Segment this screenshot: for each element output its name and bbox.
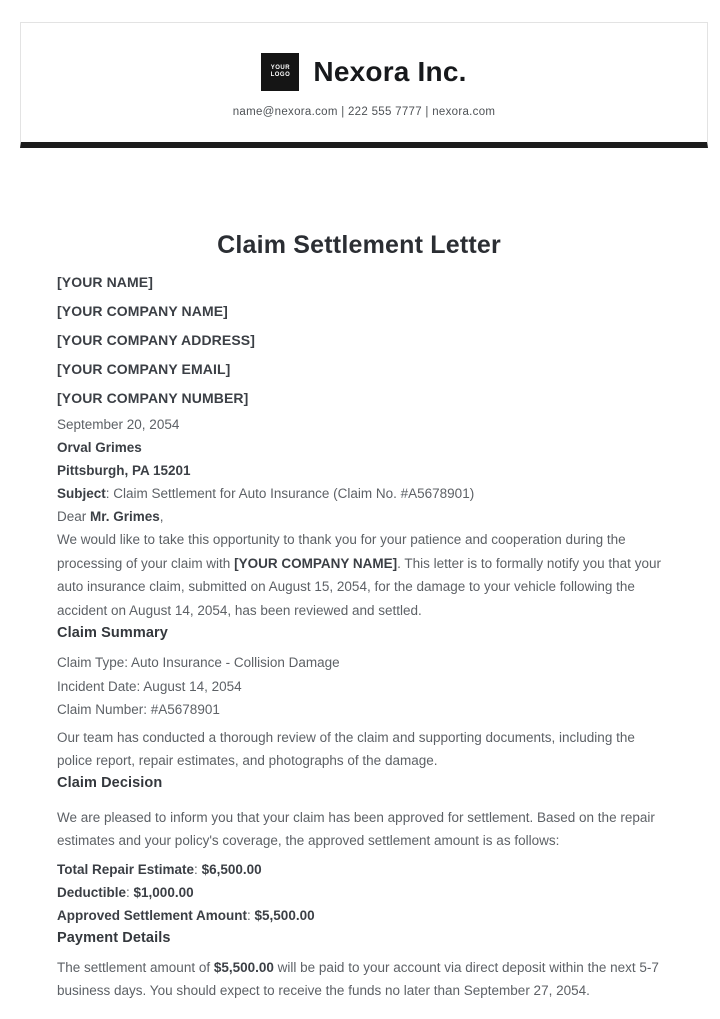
- deductible-line: [57, 881, 661, 904]
- total-repair-estimate-line: [57, 858, 661, 881]
- placeholder-company-number: [YOUR COMPANY NUMBER]: [57, 390, 249, 406]
- letterhead-card: [20, 22, 708, 148]
- separator: :: [194, 861, 202, 877]
- intro-text-2: . This letter is to formally notify you that your auto insurance claim, submitted on August 15, 2054, for the damage to your vehicle following the accident on August 14, 2054, has been reviewed and settled.: [57, 555, 661, 618]
- approved-settlement-line: [57, 904, 661, 927]
- subject-label: Subject: [57, 486, 106, 501]
- sender-placeholders: [57, 272, 661, 409]
- payment-details-heading: Payment Details: [57, 929, 171, 946]
- recipient-name: Orval Grimes: [57, 440, 142, 455]
- claim-decision-heading: Claim Decision: [57, 774, 163, 791]
- review-paragraph: Our team has conducted a thorough review of the claim and supporting documents, including the police report, repair estimates, and photographs of the damage.: [57, 729, 635, 768]
- letter-date: September 20, 2054: [57, 417, 180, 432]
- salutation-suffix: ,: [159, 509, 164, 524]
- separator: :: [126, 884, 134, 900]
- contact-line: name@nexora.com | 222 555 7777 | nexora.com: [232, 106, 496, 118]
- intro-company-placeholder: [YOUR COMPANY NAME]: [234, 555, 398, 571]
- document-title: Claim Settlement Letter: [217, 231, 501, 259]
- payment-text-2: will be paid to your account via direct deposit within the next 5-7 business days. You should expect to receive the funds no later than September 27, 2054.: [57, 959, 659, 998]
- separator: :: [247, 907, 255, 923]
- decision-paragraph: We are pleased to inform you that your claim has been approved for settlement. Based on the repair estimates and your policy's coverage, the approved settlement amount is as follows:: [57, 809, 655, 848]
- salutation-name: Mr. Grimes: [90, 509, 160, 524]
- total-repair-estimate-value: $6,500.00: [201, 861, 262, 877]
- brand-row: [41, 53, 687, 91]
- deductible-value: $1,000.00: [133, 884, 194, 900]
- incident-date-line: Incident Date: August 14, 2054: [57, 678, 242, 694]
- approved-settlement-value: $5,500.00: [254, 907, 315, 923]
- claim-number-line: Claim Number: #A5678901: [57, 702, 220, 717]
- placeholder-your-name: [YOUR NAME]: [57, 274, 153, 290]
- placeholder-company-email: [YOUR COMPANY EMAIL]: [57, 361, 231, 377]
- intro-paragraph: [57, 528, 661, 622]
- subject-text: : Claim Settlement for Auto Insurance (Claim No. #A5678901): [105, 486, 475, 501]
- salutation-prefix: Dear: [57, 509, 91, 524]
- logo-placeholder-text: YOUR LOGO: [270, 65, 291, 78]
- intro-text-1: We would like to take this opportunity to thank you for your patience and cooperation during the processing of your claim with: [57, 532, 626, 571]
- deductible-label: Deductible: [57, 884, 127, 900]
- recipient-city: Pittsburgh, PA 15201: [57, 463, 191, 478]
- subject-line: [57, 482, 661, 505]
- payment-amount: $5,500.00: [213, 959, 274, 975]
- letter-content: [0, 231, 720, 1003]
- payment-text-1: The settlement amount of: [57, 959, 214, 975]
- company-name: Nexora Inc.: [313, 56, 467, 87]
- salutation-line: [57, 505, 661, 528]
- company-logo: [261, 53, 299, 91]
- approved-settlement-label: Approved Settlement Amount: [57, 907, 248, 923]
- claim-summary-heading: Claim Summary: [57, 625, 168, 641]
- total-repair-estimate-label: Total Repair Estimate: [57, 861, 195, 877]
- payment-paragraph: [57, 956, 661, 1003]
- settlement-amounts: [57, 858, 661, 927]
- placeholder-company-name: [YOUR COMPANY NAME]: [57, 303, 228, 319]
- claim-type-line: Claim Type: Auto Insurance - Collision Damage: [57, 655, 340, 670]
- placeholder-company-address: [YOUR COMPANY ADDRESS]: [57, 332, 255, 348]
